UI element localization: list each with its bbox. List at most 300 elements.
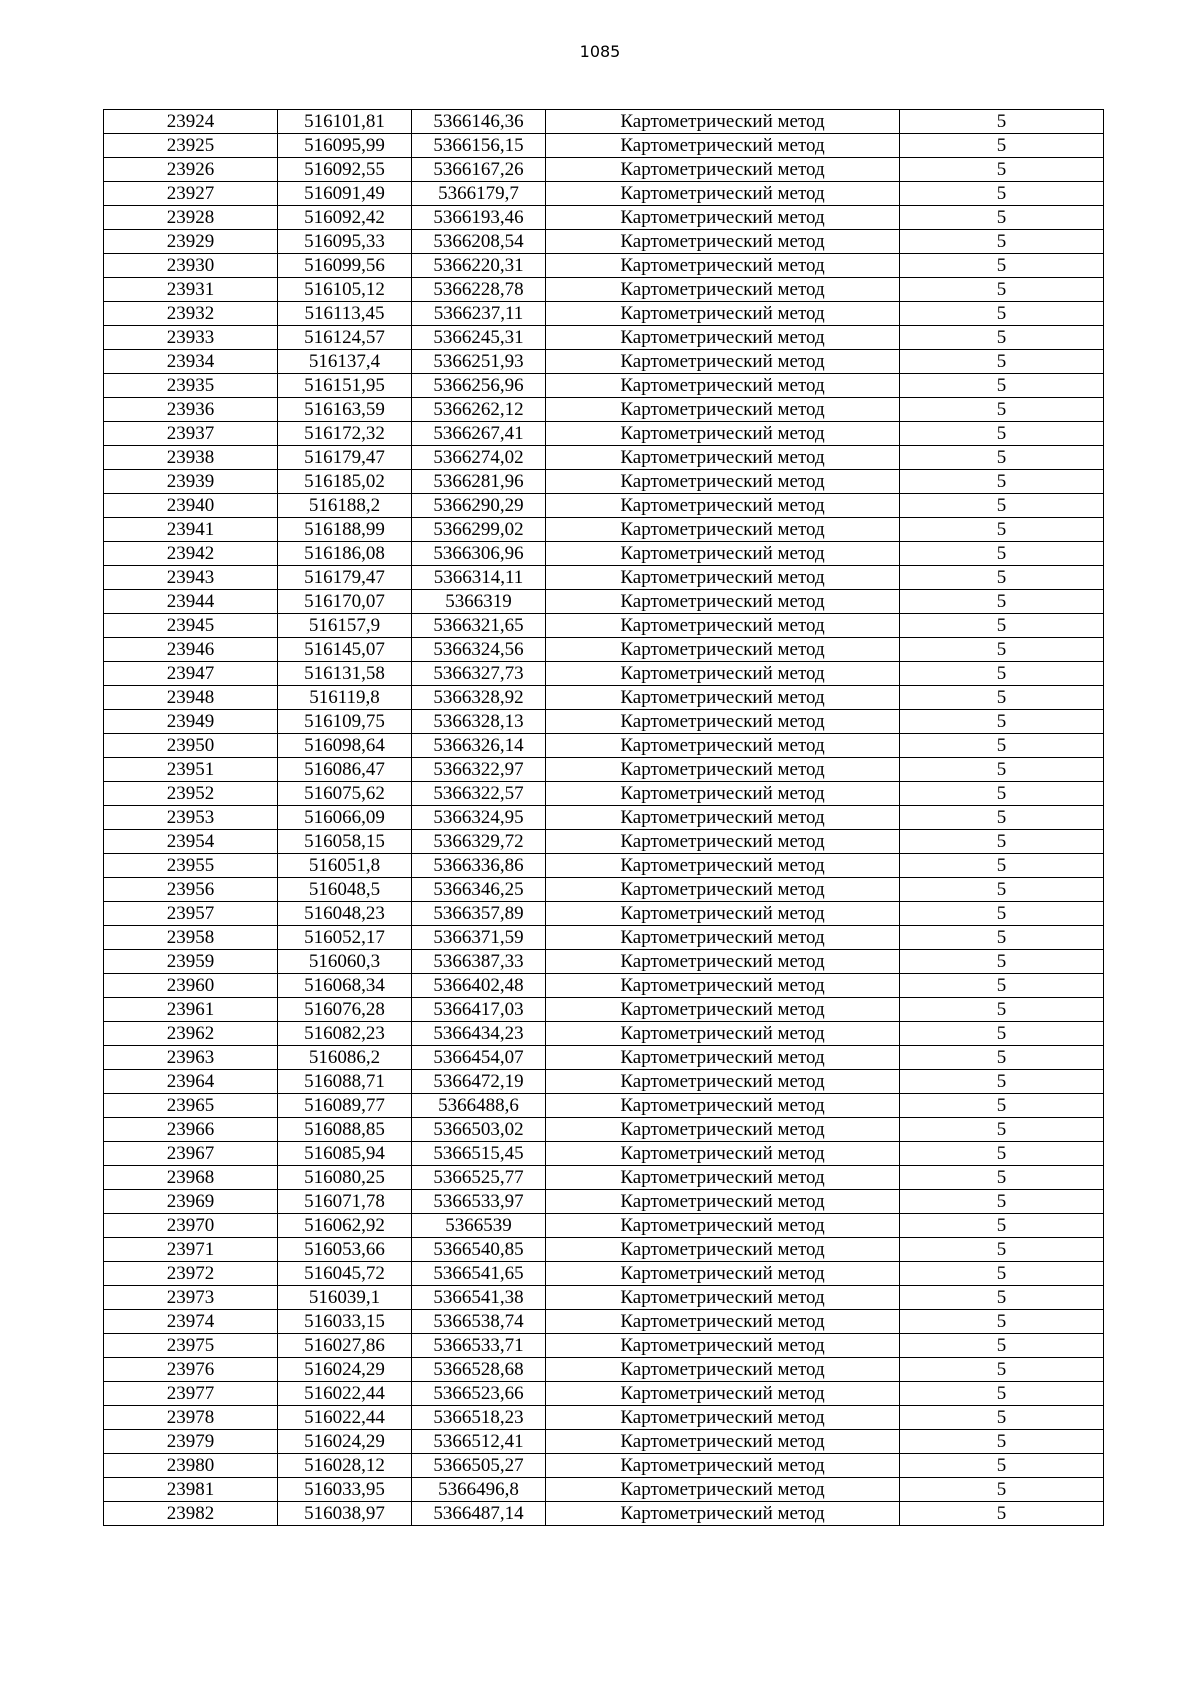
- point-number-cell: 23952: [104, 782, 278, 806]
- table-row: [104, 1382, 1104, 1406]
- accuracy-cell: 5: [900, 518, 1104, 542]
- table-row: [104, 1118, 1104, 1142]
- table-row: [104, 902, 1104, 926]
- x-coordinate-cell: 516188,2: [278, 494, 412, 518]
- point-number-cell: 23967: [104, 1142, 278, 1166]
- coordinates-table-body: [104, 110, 1104, 1526]
- point-number-cell: 23924: [104, 110, 278, 134]
- table-row: [104, 710, 1104, 734]
- point-number-cell: 23927: [104, 182, 278, 206]
- y-coordinate-cell: 5366179,7: [412, 182, 546, 206]
- y-coordinate-cell: 5366357,89: [412, 902, 546, 926]
- method-cell: Картометрический метод: [546, 1478, 900, 1502]
- point-number-cell: 23974: [104, 1310, 278, 1334]
- y-coordinate-cell: 5366528,68: [412, 1358, 546, 1382]
- method-cell: Картометрический метод: [546, 1382, 900, 1406]
- point-number-cell: 23946: [104, 638, 278, 662]
- point-number-cell: 23982: [104, 1502, 278, 1526]
- accuracy-cell: 5: [900, 974, 1104, 998]
- point-number-cell: 23938: [104, 446, 278, 470]
- method-cell: Картометрический метод: [546, 1022, 900, 1046]
- y-coordinate-cell: 5366326,14: [412, 734, 546, 758]
- accuracy-cell: 5: [900, 470, 1104, 494]
- table-row: [104, 1430, 1104, 1454]
- x-coordinate-cell: 516091,49: [278, 182, 412, 206]
- point-number-cell: 23925: [104, 134, 278, 158]
- accuracy-cell: 5: [900, 1118, 1104, 1142]
- x-coordinate-cell: 516157,9: [278, 614, 412, 638]
- method-cell: Картометрический метод: [546, 158, 900, 182]
- point-number-cell: 23955: [104, 854, 278, 878]
- method-cell: Картометрический метод: [546, 1118, 900, 1142]
- x-coordinate-cell: 516170,07: [278, 590, 412, 614]
- y-coordinate-cell: 5366387,33: [412, 950, 546, 974]
- point-number-cell: 23968: [104, 1166, 278, 1190]
- y-coordinate-cell: 5366540,85: [412, 1238, 546, 1262]
- y-coordinate-cell: 5366512,41: [412, 1430, 546, 1454]
- table-row: [104, 974, 1104, 998]
- point-number-cell: 23963: [104, 1046, 278, 1070]
- table-row: [104, 998, 1104, 1022]
- y-coordinate-cell: 5366472,19: [412, 1070, 546, 1094]
- method-cell: Картометрический метод: [546, 998, 900, 1022]
- method-cell: Картометрический метод: [546, 590, 900, 614]
- point-number-cell: 23928: [104, 206, 278, 230]
- table-row: [104, 494, 1104, 518]
- table-row: [104, 734, 1104, 758]
- table-row: [104, 1310, 1104, 1334]
- y-coordinate-cell: 5366251,93: [412, 350, 546, 374]
- table-row: [104, 926, 1104, 950]
- point-number-cell: 23936: [104, 398, 278, 422]
- point-number-cell: 23965: [104, 1094, 278, 1118]
- method-cell: Картометрический метод: [546, 1454, 900, 1478]
- method-cell: Картометрический метод: [546, 398, 900, 422]
- method-cell: Картометрический метод: [546, 782, 900, 806]
- accuracy-cell: 5: [900, 638, 1104, 662]
- point-number-cell: 23964: [104, 1070, 278, 1094]
- accuracy-cell: 5: [900, 134, 1104, 158]
- method-cell: Картометрический метод: [546, 974, 900, 998]
- table-row: [104, 614, 1104, 638]
- x-coordinate-cell: 516024,29: [278, 1430, 412, 1454]
- x-coordinate-cell: 516186,08: [278, 542, 412, 566]
- table-row: [104, 1406, 1104, 1430]
- method-cell: Картометрический метод: [546, 206, 900, 230]
- point-number-cell: 23977: [104, 1382, 278, 1406]
- x-coordinate-cell: 516088,85: [278, 1118, 412, 1142]
- accuracy-cell: 5: [900, 854, 1104, 878]
- x-coordinate-cell: 516053,66: [278, 1238, 412, 1262]
- accuracy-cell: 5: [900, 566, 1104, 590]
- y-coordinate-cell: 5366220,31: [412, 254, 546, 278]
- point-number-cell: 23966: [104, 1118, 278, 1142]
- method-cell: Картометрический метод: [546, 1238, 900, 1262]
- method-cell: Картометрический метод: [546, 374, 900, 398]
- x-coordinate-cell: 516052,17: [278, 926, 412, 950]
- x-coordinate-cell: 516022,44: [278, 1382, 412, 1406]
- method-cell: Картометрический метод: [546, 1166, 900, 1190]
- x-coordinate-cell: 516092,42: [278, 206, 412, 230]
- accuracy-cell: 5: [900, 950, 1104, 974]
- method-cell: Картометрический метод: [546, 950, 900, 974]
- method-cell: Картометрический метод: [546, 854, 900, 878]
- table-row: [104, 1094, 1104, 1118]
- accuracy-cell: 5: [900, 1430, 1104, 1454]
- y-coordinate-cell: 5366417,03: [412, 998, 546, 1022]
- table-row: [104, 830, 1104, 854]
- x-coordinate-cell: 516113,45: [278, 302, 412, 326]
- table-row: [104, 542, 1104, 566]
- table-row: [104, 1166, 1104, 1190]
- table-row: [104, 758, 1104, 782]
- accuracy-cell: 5: [900, 182, 1104, 206]
- accuracy-cell: 5: [900, 422, 1104, 446]
- accuracy-cell: 5: [900, 302, 1104, 326]
- point-number-cell: 23953: [104, 806, 278, 830]
- method-cell: Картометрический метод: [546, 878, 900, 902]
- point-number-cell: 23934: [104, 350, 278, 374]
- x-coordinate-cell: 516119,8: [278, 686, 412, 710]
- x-coordinate-cell: 516179,47: [278, 446, 412, 470]
- y-coordinate-cell: 5366525,77: [412, 1166, 546, 1190]
- table-row: [104, 422, 1104, 446]
- method-cell: Картометрический метод: [546, 1046, 900, 1070]
- y-coordinate-cell: 5366322,57: [412, 782, 546, 806]
- method-cell: Картометрический метод: [546, 1286, 900, 1310]
- method-cell: Картометрический метод: [546, 1142, 900, 1166]
- table-row: [104, 1238, 1104, 1262]
- x-coordinate-cell: 516188,99: [278, 518, 412, 542]
- point-number-cell: 23979: [104, 1430, 278, 1454]
- method-cell: Картометрический метод: [546, 1214, 900, 1238]
- point-number-cell: 23944: [104, 590, 278, 614]
- method-cell: Картометрический метод: [546, 830, 900, 854]
- table-row: [104, 1262, 1104, 1286]
- accuracy-cell: 5: [900, 230, 1104, 254]
- table-row: [104, 566, 1104, 590]
- y-coordinate-cell: 5366327,73: [412, 662, 546, 686]
- accuracy-cell: 5: [900, 350, 1104, 374]
- x-coordinate-cell: 516060,3: [278, 950, 412, 974]
- point-number-cell: 23929: [104, 230, 278, 254]
- point-number-cell: 23980: [104, 1454, 278, 1478]
- x-coordinate-cell: 516085,94: [278, 1142, 412, 1166]
- table-row: [104, 950, 1104, 974]
- point-number-cell: 23962: [104, 1022, 278, 1046]
- method-cell: Картометрический метод: [546, 710, 900, 734]
- point-number-cell: 23959: [104, 950, 278, 974]
- x-coordinate-cell: 516048,23: [278, 902, 412, 926]
- x-coordinate-cell: 516172,32: [278, 422, 412, 446]
- y-coordinate-cell: 5366541,38: [412, 1286, 546, 1310]
- x-coordinate-cell: 516028,12: [278, 1454, 412, 1478]
- table-row: [104, 1190, 1104, 1214]
- x-coordinate-cell: 516105,12: [278, 278, 412, 302]
- x-coordinate-cell: 516038,97: [278, 1502, 412, 1526]
- y-coordinate-cell: 5366290,29: [412, 494, 546, 518]
- x-coordinate-cell: 516086,2: [278, 1046, 412, 1070]
- point-number-cell: 23930: [104, 254, 278, 278]
- accuracy-cell: 5: [900, 398, 1104, 422]
- accuracy-cell: 5: [900, 1454, 1104, 1478]
- method-cell: Картометрический метод: [546, 566, 900, 590]
- y-coordinate-cell: 5366523,66: [412, 1382, 546, 1406]
- point-number-cell: 23932: [104, 302, 278, 326]
- point-number-cell: 23945: [104, 614, 278, 638]
- x-coordinate-cell: 516027,86: [278, 1334, 412, 1358]
- table-row: [104, 254, 1104, 278]
- y-coordinate-cell: 5366533,71: [412, 1334, 546, 1358]
- table-row: [104, 1022, 1104, 1046]
- table-row: [104, 326, 1104, 350]
- y-coordinate-cell: 5366541,65: [412, 1262, 546, 1286]
- method-cell: Картометрический метод: [546, 902, 900, 926]
- method-cell: Картометрический метод: [546, 110, 900, 134]
- point-number-cell: 23951: [104, 758, 278, 782]
- method-cell: Картометрический метод: [546, 1070, 900, 1094]
- point-number-cell: 23961: [104, 998, 278, 1022]
- accuracy-cell: 5: [900, 758, 1104, 782]
- method-cell: Картометрический метод: [546, 1310, 900, 1334]
- table-row: [104, 878, 1104, 902]
- table-row: [104, 278, 1104, 302]
- accuracy-cell: 5: [900, 1214, 1104, 1238]
- method-cell: Картометрический метод: [546, 1406, 900, 1430]
- y-coordinate-cell: 5366146,36: [412, 110, 546, 134]
- accuracy-cell: 5: [900, 830, 1104, 854]
- x-coordinate-cell: 516131,58: [278, 662, 412, 686]
- table-row: [104, 1334, 1104, 1358]
- x-coordinate-cell: 516109,75: [278, 710, 412, 734]
- point-number-cell: 23935: [104, 374, 278, 398]
- x-coordinate-cell: 516076,28: [278, 998, 412, 1022]
- point-number-cell: 23948: [104, 686, 278, 710]
- x-coordinate-cell: 516163,59: [278, 398, 412, 422]
- accuracy-cell: 5: [900, 254, 1104, 278]
- table-row: [104, 806, 1104, 830]
- method-cell: Картометрический метод: [546, 662, 900, 686]
- table-row: [104, 1358, 1104, 1382]
- point-number-cell: 23981: [104, 1478, 278, 1502]
- accuracy-cell: 5: [900, 278, 1104, 302]
- accuracy-cell: 5: [900, 1166, 1104, 1190]
- method-cell: Картометрический метод: [546, 1262, 900, 1286]
- point-number-cell: 23975: [104, 1334, 278, 1358]
- y-coordinate-cell: 5366515,45: [412, 1142, 546, 1166]
- y-coordinate-cell: 5366314,11: [412, 566, 546, 590]
- table-row: [104, 182, 1104, 206]
- y-coordinate-cell: 5366267,41: [412, 422, 546, 446]
- table-row: [104, 1502, 1104, 1526]
- method-cell: Картометрический метод: [546, 446, 900, 470]
- accuracy-cell: 5: [900, 782, 1104, 806]
- table-row: [104, 374, 1104, 398]
- x-coordinate-cell: 516082,23: [278, 1022, 412, 1046]
- point-number-cell: 23926: [104, 158, 278, 182]
- y-coordinate-cell: 5366336,86: [412, 854, 546, 878]
- accuracy-cell: 5: [900, 1022, 1104, 1046]
- accuracy-cell: 5: [900, 1046, 1104, 1070]
- point-number-cell: 23931: [104, 278, 278, 302]
- x-coordinate-cell: 516095,99: [278, 134, 412, 158]
- method-cell: Картометрический метод: [546, 350, 900, 374]
- table-row: [104, 110, 1104, 134]
- table-row: [104, 230, 1104, 254]
- x-coordinate-cell: 516039,1: [278, 1286, 412, 1310]
- point-number-cell: 23960: [104, 974, 278, 998]
- method-cell: Картометрический метод: [546, 926, 900, 950]
- accuracy-cell: 5: [900, 206, 1104, 230]
- accuracy-cell: 5: [900, 590, 1104, 614]
- table-row: [104, 590, 1104, 614]
- table-row: [104, 1070, 1104, 1094]
- coordinates-table: [103, 109, 1104, 1526]
- point-number-cell: 23956: [104, 878, 278, 902]
- table-row: [104, 302, 1104, 326]
- y-coordinate-cell: 5366256,96: [412, 374, 546, 398]
- x-coordinate-cell: 516071,78: [278, 1190, 412, 1214]
- method-cell: Картометрический метод: [546, 518, 900, 542]
- x-coordinate-cell: 516098,64: [278, 734, 412, 758]
- table-row: [104, 782, 1104, 806]
- accuracy-cell: 5: [900, 1070, 1104, 1094]
- y-coordinate-cell: 5366518,23: [412, 1406, 546, 1430]
- x-coordinate-cell: 516088,71: [278, 1070, 412, 1094]
- y-coordinate-cell: 5366533,97: [412, 1190, 546, 1214]
- table-row: [104, 1478, 1104, 1502]
- x-coordinate-cell: 516024,29: [278, 1358, 412, 1382]
- table-row: [104, 470, 1104, 494]
- accuracy-cell: 5: [900, 1478, 1104, 1502]
- y-coordinate-cell: 5366281,96: [412, 470, 546, 494]
- accuracy-cell: 5: [900, 1334, 1104, 1358]
- table-row: [104, 1046, 1104, 1070]
- x-coordinate-cell: 516145,07: [278, 638, 412, 662]
- y-coordinate-cell: 5366245,31: [412, 326, 546, 350]
- accuracy-cell: 5: [900, 542, 1104, 566]
- y-coordinate-cell: 5366539: [412, 1214, 546, 1238]
- accuracy-cell: 5: [900, 1310, 1104, 1334]
- y-coordinate-cell: 5366299,02: [412, 518, 546, 542]
- accuracy-cell: 5: [900, 1502, 1104, 1526]
- accuracy-cell: 5: [900, 1262, 1104, 1286]
- method-cell: Картометрический метод: [546, 758, 900, 782]
- accuracy-cell: 5: [900, 1406, 1104, 1430]
- y-coordinate-cell: 5366321,65: [412, 614, 546, 638]
- table-row: [104, 518, 1104, 542]
- method-cell: Картометрический метод: [546, 422, 900, 446]
- point-number-cell: 23940: [104, 494, 278, 518]
- point-number-cell: 23970: [104, 1214, 278, 1238]
- table-row: [104, 1142, 1104, 1166]
- y-coordinate-cell: 5366371,59: [412, 926, 546, 950]
- point-number-cell: 23939: [104, 470, 278, 494]
- x-coordinate-cell: 516062,92: [278, 1214, 412, 1238]
- accuracy-cell: 5: [900, 998, 1104, 1022]
- x-coordinate-cell: 516124,57: [278, 326, 412, 350]
- x-coordinate-cell: 516179,47: [278, 566, 412, 590]
- accuracy-cell: 5: [900, 1286, 1104, 1310]
- point-number-cell: 23949: [104, 710, 278, 734]
- x-coordinate-cell: 516033,95: [278, 1478, 412, 1502]
- y-coordinate-cell: 5366505,27: [412, 1454, 546, 1478]
- method-cell: Картометрический метод: [546, 278, 900, 302]
- y-coordinate-cell: 5366503,02: [412, 1118, 546, 1142]
- x-coordinate-cell: 516058,15: [278, 830, 412, 854]
- x-coordinate-cell: 516101,81: [278, 110, 412, 134]
- table-row: [104, 134, 1104, 158]
- accuracy-cell: 5: [900, 1238, 1104, 1262]
- method-cell: Картометрический метод: [546, 494, 900, 518]
- y-coordinate-cell: 5366346,25: [412, 878, 546, 902]
- table-row: [104, 446, 1104, 470]
- point-number-cell: 23937: [104, 422, 278, 446]
- point-number-cell: 23971: [104, 1238, 278, 1262]
- y-coordinate-cell: 5366454,07: [412, 1046, 546, 1070]
- x-coordinate-cell: 516086,47: [278, 758, 412, 782]
- accuracy-cell: 5: [900, 734, 1104, 758]
- accuracy-cell: 5: [900, 902, 1104, 926]
- table-row: [104, 854, 1104, 878]
- point-number-cell: 23978: [104, 1406, 278, 1430]
- x-coordinate-cell: 516045,72: [278, 1262, 412, 1286]
- x-coordinate-cell: 516137,4: [278, 350, 412, 374]
- table-row: [104, 686, 1104, 710]
- table-row: [104, 350, 1104, 374]
- table-row: [104, 398, 1104, 422]
- method-cell: Картометрический метод: [546, 1334, 900, 1358]
- x-coordinate-cell: 516068,34: [278, 974, 412, 998]
- point-number-cell: 23941: [104, 518, 278, 542]
- accuracy-cell: 5: [900, 1142, 1104, 1166]
- method-cell: Картометрический метод: [546, 734, 900, 758]
- point-number-cell: 23954: [104, 830, 278, 854]
- table-row: [104, 158, 1104, 182]
- y-coordinate-cell: 5366538,74: [412, 1310, 546, 1334]
- y-coordinate-cell: 5366193,46: [412, 206, 546, 230]
- accuracy-cell: 5: [900, 1382, 1104, 1406]
- table-row: [104, 662, 1104, 686]
- accuracy-cell: 5: [900, 686, 1104, 710]
- y-coordinate-cell: 5366306,96: [412, 542, 546, 566]
- y-coordinate-cell: 5366328,92: [412, 686, 546, 710]
- point-number-cell: 23933: [104, 326, 278, 350]
- x-coordinate-cell: 516092,55: [278, 158, 412, 182]
- table-row: [104, 1286, 1104, 1310]
- x-coordinate-cell: 516099,56: [278, 254, 412, 278]
- y-coordinate-cell: 5366496,8: [412, 1478, 546, 1502]
- table-row: [104, 1454, 1104, 1478]
- y-coordinate-cell: 5366329,72: [412, 830, 546, 854]
- x-coordinate-cell: 516033,15: [278, 1310, 412, 1334]
- y-coordinate-cell: 5366156,15: [412, 134, 546, 158]
- accuracy-cell: 5: [900, 1094, 1104, 1118]
- method-cell: Картометрический метод: [546, 542, 900, 566]
- x-coordinate-cell: 516051,8: [278, 854, 412, 878]
- method-cell: Картометрический метод: [546, 302, 900, 326]
- method-cell: Картометрический метод: [546, 806, 900, 830]
- page-number: 1085: [579, 42, 621, 61]
- accuracy-cell: 5: [900, 806, 1104, 830]
- method-cell: Картометрический метод: [546, 326, 900, 350]
- accuracy-cell: 5: [900, 158, 1104, 182]
- accuracy-cell: 5: [900, 614, 1104, 638]
- accuracy-cell: 5: [900, 494, 1104, 518]
- method-cell: Картометрический метод: [546, 1190, 900, 1214]
- x-coordinate-cell: 516075,62: [278, 782, 412, 806]
- x-coordinate-cell: 516089,77: [278, 1094, 412, 1118]
